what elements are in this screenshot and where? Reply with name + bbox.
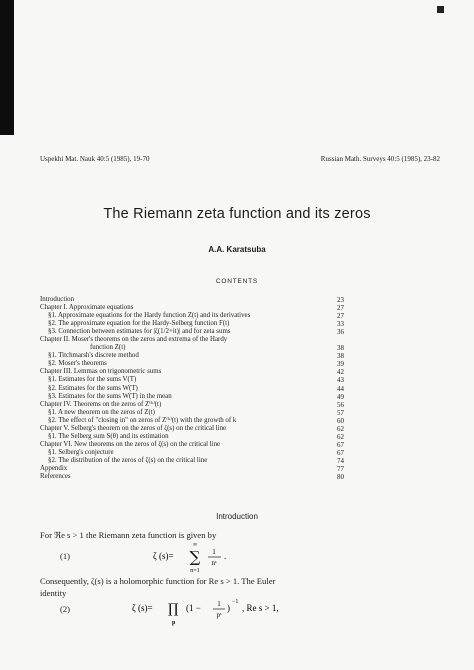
toc-entry-page: 62 [337,432,344,441]
toc-entry [40,344,344,352]
toc-entry-page: 23 [337,296,344,304]
toc-entry-title: §3. Connection between estimates for |ζ(1/2+it)| and for zeta sums [48,328,231,336]
toc-entry [40,441,344,449]
eq2-product-index: p [172,620,176,626]
eq1-period: . [224,551,227,561]
toc-entry [40,320,344,328]
toc-entry-page: 57 [337,408,344,417]
toc-entry [40,465,344,473]
toc-entry-title: References [40,473,71,481]
toc-entry-title: §1. The Selberg sum S(θ) and its estimation [48,432,169,440]
toc-entry-page: 77 [337,464,344,473]
toc-entry [40,336,344,344]
toc-entry [40,449,344,457]
toc-entry [40,401,344,409]
toc-entry-title: Chapter IV. Theorems on the zeros of Z⁽ᵏ⁾(t) [40,400,162,408]
toc-entry-page: 38 [337,344,344,353]
toc-entry-title: §2. The effect of "closing in" on zeros of Z⁽ᵏ⁾(t) with the growth of k [48,416,237,424]
toc-entry-title: Chapter II. Moser's theorems on the zeros and extrema of the Hardy [40,336,228,344]
eq2-lhs: ζ (s)= [132,603,153,613]
toc-entry-page: 56 [337,400,344,409]
toc-entry-title: §2. Estimates for the sums W(T) [48,384,138,392]
journal-citation-original: Uspekhi Mat. Nauk 40:5 (1985), 19-70 [40,155,150,163]
toc-entry [40,385,344,393]
journal-citation-translation: Russian Math. Surveys 40:5 (1985), 23-82 [320,155,440,163]
eq1-sum-sign: ∑ [189,548,201,566]
toc-entry-title: §1. Approximate equations for the Hardy function Z(t) and its derivatives [48,312,251,320]
toc-entry-title: §2. Moser's theorems [48,360,107,368]
eq2-product-sign: ∏ [168,602,179,617]
toc-entry-page: 27 [337,304,344,313]
equation-1 [150,538,270,576]
author-name: A.A. Karatsuba [208,245,266,254]
toc-entry-page: 38 [337,352,344,361]
equation-1-number: (1) [60,551,71,561]
eq2-exponent: −1 [232,599,239,605]
eq1-lhs: ζ (s)= [153,551,174,561]
toc-entry-title: Chapter VI. New theorems on the zeros of ζ(s) on the critical line [40,440,221,448]
eq1-sum-lower: n=1 [190,568,200,574]
toc-entry [40,304,344,312]
scan-corner-mark [437,6,444,13]
toc-entry-title: Introduction [40,296,75,303]
toc-entry-title: §1. Selberg's conjecture [48,448,114,456]
toc-entry-page: 80 [337,473,344,482]
toc-entry-title: §1. Titchmarsh's discrete method [48,352,139,360]
section-heading-introduction: Introduction [216,512,258,521]
table-of-contents [40,296,344,481]
journal-header [40,155,440,167]
toc-entry [40,376,344,384]
toc-entry-page: 67 [337,440,344,449]
toc-entry-title: §2. The approximate equation for the Hardy-Selberg function F(t) [48,320,230,328]
toc-entry-page: 43 [337,376,344,385]
paper-title: The Riemann zeta function and its zeros [103,206,371,222]
scan-page-edge [0,0,14,135]
toc-entry-page: 49 [337,392,344,401]
toc-entry [40,368,344,376]
toc-entry-title: §1. A new theorem on the zeros of Z(t) [48,408,155,416]
toc-entry-title: §3. Estimates for the sums W(T) in the mean [48,392,172,400]
toc-entry-page: 27 [337,312,344,321]
intro-paragraph-1: For ℜe s > 1 the Riemann zeta function is given by [40,530,217,540]
toc-entry-page: 42 [337,368,344,377]
eq1-sum-upper: ∞ [192,542,198,548]
toc-entry-title: Chapter III. Lemmas on trigonometric sums [40,368,162,376]
eq2-numerator: 1 [217,600,221,608]
equation-2 [128,592,358,628]
intro-paragraph-2: Consequently, ζ(s) is a holomorphic function for Re s > 1. The Euler [40,576,276,586]
toc-entry-page: 60 [337,416,344,425]
eq2-condition: , Re s > 1, [242,603,279,613]
equation-2-number: (2) [60,604,71,614]
toc-entry-page: 39 [337,360,344,369]
toc-entry [40,393,344,401]
toc-entry-title: §2. The distribution of the zeros of ζ(s) on the critical line [48,456,208,464]
toc-entry-title: §1. Estimates for the sums V(T) [48,376,137,384]
toc-entry [40,409,344,417]
eq2-denominator: pˢ [216,611,222,619]
toc-entry-page: 74 [337,456,344,465]
toc-entry [40,360,344,368]
toc-entry [40,457,344,465]
eq1-denominator: nˢ [211,559,217,567]
contents-heading: CONTENTS [215,278,259,285]
toc-entry-page: 33 [337,320,344,329]
toc-entry-title: function Z(t) [90,344,126,352]
toc-entry-page: 62 [337,424,344,433]
toc-entry [40,312,344,320]
toc-entry [40,425,344,433]
eq2-close: ) [227,603,230,613]
toc-entry [40,352,344,360]
eq1-numerator: 1 [212,548,216,556]
toc-entry [40,296,344,304]
toc-entry [40,473,344,481]
toc-entry [40,433,344,441]
toc-entry-page: 44 [337,384,344,393]
toc-entry [40,417,344,425]
toc-entry [40,328,344,336]
toc-entry-title: Chapter V. Selberg's theorem on the zeros of ζ(s) on the critical line [40,424,227,432]
intro-paragraph-2-cont: identity [40,588,67,598]
toc-entry-page: 67 [337,448,344,457]
toc-entry-title: Appendix [40,464,68,472]
toc-entry-page: 36 [337,328,344,337]
eq2-open: (1 − [186,603,201,613]
toc-entry-title: Chapter I. Approximate equations [40,304,134,312]
